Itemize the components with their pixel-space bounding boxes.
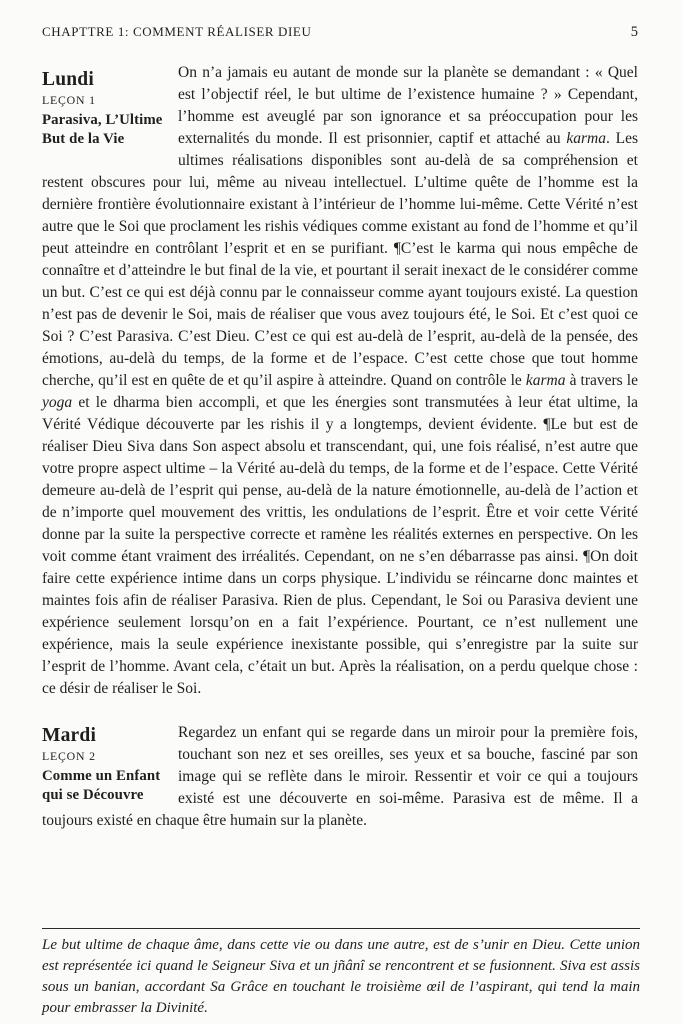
page-number: 5 [630, 24, 638, 40]
lesson-day: Mardi [42, 725, 97, 746]
illustration-caption-block [42, 928, 640, 1019]
lesson-margin-note [42, 722, 178, 806]
lesson-number-label: LEÇON 2 [42, 749, 96, 763]
lesson-paragraph: On n’a jamais eu autant de monde sur la planète se demandant : « Quel est l’objectif réel, le but ultime de l’existence humaine ? » Cependant, l’homme est aveuglé par son ignorance et sa préoccupation pour les externalités du monde. Il est prisonnier, captif et attaché au karma. Les ultimes réalisations disponibles sont au-delà de sa compréhension et restent obscures pour lui, même au niveau intellectuel. L’ultime quête de l’homme est la dernière frontière évolutionnaire existant à l’intérieur de l’homme lui-même. Cette Vérité n’est autre que le Soi que proclament les rishis védiques comme existant au fond de l’homme et qu’il peut atteindre en contrôlant l’esprit et en se purifiant. ¶C’est le karma qui nous empêche de connaître et d’atteindre le but final de la vie, et pourtant il serait inexact de le considérer comme un but. C’est ce qui est déjà connu par le connaisseur comme ayant toujours existé. La question n’est pas de devenir le Soi, mais de réaliser que vous avez toujours été, le Soi. Et c’est quoi ce Soi ? C’est Parasiva. C’est Dieu. C’est ce qui est au-delà de l’esprit, au-delà de la pensée, des émotions, au-delà du temps, de la forme et de l’espace. C’est cette chose que tout homme cherche, qu’il est en quête de et qu’il aspire à atteindre. Quand on contrôle le karma à travers le yoga et le dharma bien accompli, et que les énergies sont transmutées à leur état ultime, la Vérité Védique découverte par les rishis il y a longtemps, devient évidente. ¶Le but est de réaliser Dieu Siva dans Son aspect absolu et transcendant, qui, une fois réalisé, n’est autre que votre propre aspect ultime – la Vérité au-delà du temps, de la forme et de l’espace. Cette Vérité demeure au-delà de l’esprit qui pense, au-delà de la nature émotionnelle, au-delà de l’action et de n’importe quel mouvement des vrittis, les ondulations de l’esprit. Être et voir cette Vérité donne par la suite la perspective correcte et ramène les réalités externes en perspective. On les voit comme étant vraiment des irréalités. Cependant, on ne s’en débarrasse pas ainsi. ¶On doit faire cette expérience intime dans un corps physique. L’individu se réincarne donc maintes et maintes fois afin de réaliser Parasiva. Rien de plus. Cependant, le Soi ou Parasiva devient une expérience seulement lorsqu’on en a fait l’expérience. Pourtant, ce n’est nullement une expérience, mais la seule expérience inexistante possible, qui s’enregistre par la suite sur l’esprit de l’homme. Avant cela, c’était un but. Après la réalisation, on a perdu quelque chose : ce désir de réaliser le Soi. [42, 64, 638, 697]
lesson-title: Parasiva, L’Ultime But de la Vie [42, 112, 163, 147]
lesson-margin-note [42, 62, 178, 162]
chapter-title: CHAPTTRE 1: COMMENT RÉALISER DIEU [42, 24, 312, 39]
lesson-title: Comme un Enfant qui se Découvre [42, 768, 161, 803]
lesson-paragraph: Regardez un enfant qui se regarde dans un miroir pour la première fois, touchant son nez et ses oreilles, ses yeux et sa bouche, fasciné par son image qui se reflète dans le miroir. Ressentir et voir ce qui a toujours existé est une découverte en soi-même. Parasiva est de même. Il a toujours existé en chaque être humain sur la planète. [42, 724, 638, 829]
lesson-section-lundi [42, 62, 638, 700]
lesson-section-mardi [42, 722, 638, 832]
lesson-number-label: LEÇON 1 [42, 93, 96, 107]
footer-divider [42, 928, 640, 929]
lesson-day: Lundi [42, 69, 94, 90]
running-header [42, 24, 638, 41]
footer-caption: Le but ultime de chaque âme, dans cette vie ou dans une autre, est de s’unir en Dieu. Cette union est représentée ici quand le Seigneur Siva et un jñânî se rencontrent et se fusionnent. Siva est assis sous un banian, accordant Sa Grâce en touchant le troisième œil de l’aspirant, qui tend la main pour embrasser la Divinité. [42, 937, 640, 1016]
